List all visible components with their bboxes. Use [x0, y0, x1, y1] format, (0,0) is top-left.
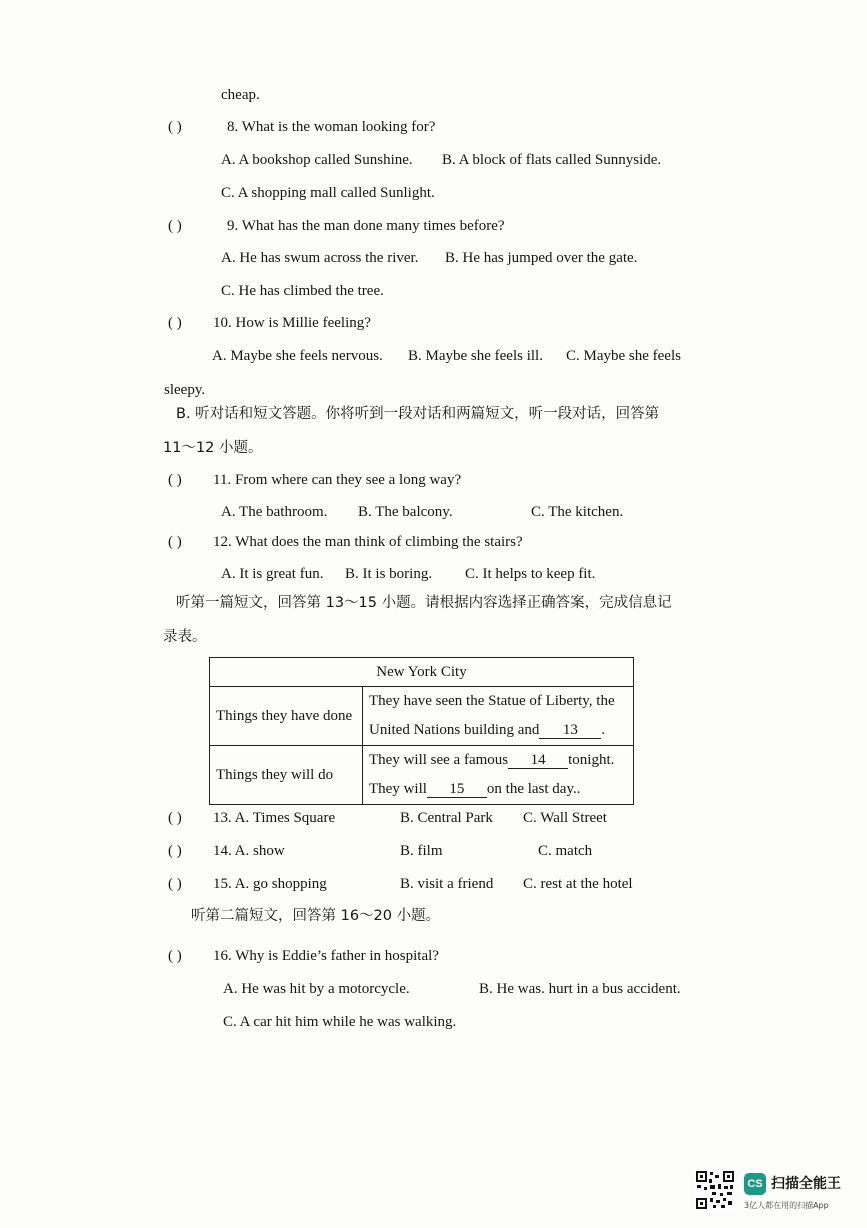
question-11-stem: 11. From where can they see a long way?: [213, 472, 462, 488]
passage-1-instruction: 听第一篇短文，回答第 13～15 小题。请根据内容选择正确答案，完成信息记: [176, 595, 672, 611]
question-14-option-b: B. film: [400, 843, 443, 859]
answer-bracket: ( ): [168, 534, 182, 550]
question-9-option-c: C. He has climbed the tree.: [221, 283, 384, 299]
row-text: United Nations building and: [369, 722, 540, 738]
question-11-option-b: B. The balcony.: [358, 504, 453, 520]
question-10-stem: 10. How is Millie feeling?: [213, 315, 371, 331]
question-13-option-c: C. Wall Street: [523, 810, 607, 826]
row-label-will-do: Things they will do: [210, 746, 363, 805]
answer-bracket: ( ): [168, 876, 182, 892]
answer-bracket: ( ): [168, 218, 182, 234]
blank-15: 15: [427, 781, 487, 798]
question-10-option-b: B. Maybe she feels ill.: [408, 348, 543, 364]
question-13-stem: 13. A. Times Square: [213, 810, 336, 826]
section-b-instruction-cont: 11～12 小题。: [163, 440, 263, 456]
answer-bracket: ( ): [168, 948, 182, 964]
question-10-option-c-continuation: sleepy.: [164, 382, 206, 398]
question-10-option-a: A. Maybe she feels nervous.: [212, 348, 383, 364]
question-14-stem: 14. A. show: [213, 843, 285, 859]
question-12-option-b: B. It is boring.: [345, 566, 433, 582]
scanner-app-icon: CS: [744, 1173, 766, 1195]
question-12-stem: 12. What does the man think of climbing the stairs?: [213, 534, 523, 550]
q7-continuation: cheap.: [221, 87, 260, 103]
question-8-option-a: A. A bookshop called Sunshine.: [221, 152, 413, 168]
question-16-option-c: C. A car hit him while he was walking.: [223, 1014, 457, 1030]
row-text: They will see a famous: [369, 752, 509, 768]
scanner-app-tagline: 3亿人都在用的扫描App: [744, 1201, 829, 1210]
question-8-option-c: C. A shopping mall called Sunlight.: [221, 185, 435, 201]
qr-code-icon: [695, 1170, 735, 1210]
row-text: .: [601, 722, 606, 738]
row-text: They will: [369, 781, 427, 797]
question-16-option-b: B. He was. hurt in a bus accident.: [479, 981, 681, 997]
table-title: New York City: [210, 658, 634, 687]
question-13-option-b: B. Central Park: [400, 810, 493, 826]
question-15-option-c: C. rest at the hotel: [523, 876, 633, 892]
answer-bracket: ( ): [168, 810, 182, 826]
row-content-will-do: [363, 746, 634, 805]
question-15-stem: 15. A. go shopping: [213, 876, 327, 892]
question-11-option-a: A. The bathroom.: [221, 504, 328, 520]
question-9-option-a: A. He has swum across the river.: [221, 250, 419, 266]
question-8-option-b: B. A block of flats called Sunnyside.: [442, 152, 662, 168]
question-12-option-c: C. It helps to keep fit.: [465, 566, 596, 582]
question-14-option-c: C. match: [538, 843, 593, 859]
answer-bracket: ( ): [168, 472, 182, 488]
row-text: tonight.: [568, 752, 615, 768]
question-9-option-b: B. He has jumped over the gate.: [445, 250, 638, 266]
answer-bracket: ( ): [168, 843, 182, 859]
row-label-done: Things they have done: [210, 687, 363, 746]
row-text: on the last day..: [486, 781, 581, 797]
answer-bracket: ( ): [168, 315, 182, 331]
question-16-option-a: A. He was hit by a motorcycle.: [223, 981, 410, 997]
blank-14: 14: [508, 752, 568, 769]
question-16-stem: 16. Why is Eddie’s father in hospital?: [213, 948, 439, 964]
row-text: They have seen the Statue of Liberty, the: [369, 693, 615, 709]
passage-1-instruction-cont: 录表。: [163, 629, 207, 645]
passage-2-instruction: 听第二篇短文，回答第 16～20 小题。: [191, 908, 441, 924]
question-15-option-b: B. visit a friend: [400, 876, 494, 892]
scanner-app-name: 扫描全能王: [771, 1176, 841, 1192]
question-8-stem: 8. What is the woman looking for?: [227, 119, 436, 135]
question-12-option-a: A. It is great fun.: [221, 566, 324, 582]
section-b-instruction: B. 听对话和短文答题。你将听到一段对话和两篇短文，听一段对话，回答第: [176, 406, 660, 422]
answer-bracket: ( ): [168, 119, 182, 135]
info-record-table: [209, 657, 634, 805]
question-9-stem: 9. What has the man done many times before?: [227, 218, 505, 234]
row-content-done: [363, 687, 634, 746]
blank-13: 13: [539, 722, 601, 739]
question-10-option-c: C. Maybe she feels: [566, 348, 681, 364]
question-11-option-c: C. The kitchen.: [531, 504, 624, 520]
